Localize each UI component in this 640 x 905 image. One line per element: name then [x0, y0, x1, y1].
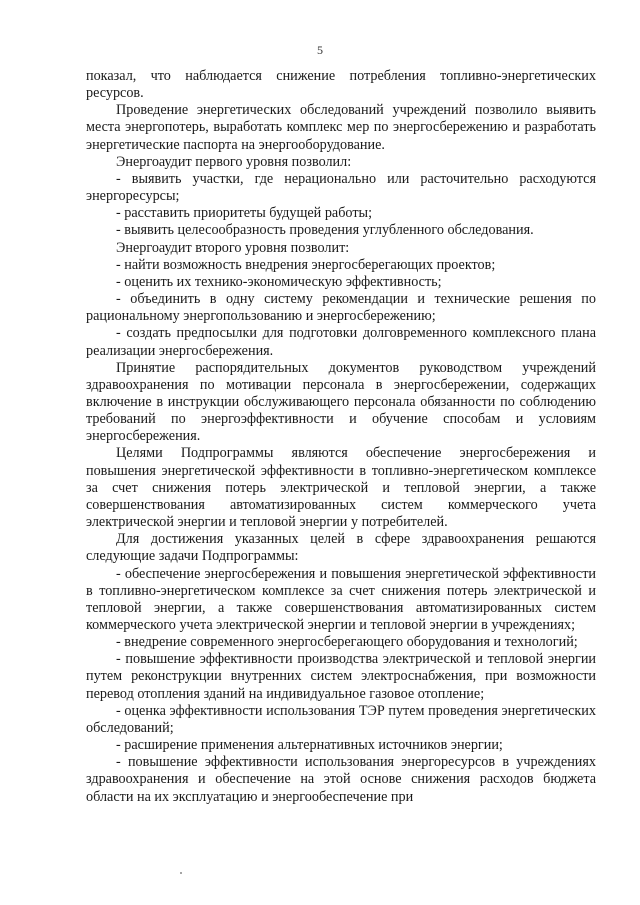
page-number: 5	[317, 43, 323, 57]
paragraph: показал, что наблюдается снижение потребления топливно-энергетических ресурсов.	[86, 68, 596, 102]
list-item: - обеспечение энергосбережения и повышения энергетической эффективности в топливно-энергетическом комплексе за счет снижения потерь электрической и тепловой энергии, а также совершенствования автоматизированных систем коммерческого учета электрической энергии и тепловой энергии в учреждениях;	[86, 565, 596, 633]
list-item: - выявить участки, где нерационально или расточительно расходуются энергоресурсы;	[86, 170, 596, 205]
paragraph: Целями Подпрограммы являются обеспечение энергосбережения и повышения энергетической эффективности в топливно-энергетическом комплексе за счет снижения потерь электрической и тепловой энергии, а также совершенствования автоматизированных систем коммерческого учета электрической энергии и тепловой энергии у потребителей.	[86, 445, 596, 531]
document-body	[86, 68, 596, 806]
list-item: - создать предпосылки для подготовки долговременного комплексного плана реализации энергосбережения.	[86, 325, 596, 359]
list-item: - внедрение современного энергосберегающего оборудования и технологий;	[116, 634, 578, 651]
list-item: - расставить приоритеты будущей работы;	[116, 205, 373, 222]
paragraph: Для достижения указанных целей в сфере здравоохранения решаются следующие задачи Подпрограммы:	[86, 531, 596, 565]
list-item: - расширение применения альтернативных источников энергии;	[116, 737, 503, 754]
paragraph: Принятие распорядительных документов руководством учреждений здравоохранения по мотивации персонала в энергосбережении, содержащих включение в инструкции обслуживающего персонала обязанности по соблюдению требований по энергоэффективности и обучение способам и условиям энергосбережения.	[86, 359, 596, 445]
list-item: - объединить в одну систему рекомендации и технические решения по рациональному энергопользованию и энергосбережению;	[86, 291, 596, 325]
list-item: - выявить целесообразность проведения углубленного обследования.	[116, 222, 534, 239]
scan-speck	[180, 872, 182, 874]
list-item: - оценить их технико-экономическую эффективность;	[116, 273, 442, 290]
list-item: - повышение эффективности использования энергоресурсов в учреждениях здравоохранения и обеспечение на этой основе снижения расходов бюджета области на их эксплуатацию и энергообеспечение при	[86, 754, 596, 805]
paragraph: Энергоаудит второго уровня позволит:	[116, 239, 350, 256]
list-item: - найти возможность внедрения энергосберегающих проектов;	[116, 256, 496, 273]
paragraph: Проведение энергетических обследований учреждений позволило выявить места энергопотерь, выработать комплекс мер по энергосбережению и разработать энергетические паспорта на энергооборудование.	[86, 102, 596, 153]
list-item: - оценка эффективности использования ТЭР путем проведения энергетических обследований;	[86, 702, 596, 736]
paragraph: Энергоаудит первого уровня позволил:	[116, 153, 352, 170]
list-item: - повышение эффективности производства электрической и тепловой энергии путем реконструкции внутренних систем электроснабжения, при возможности перевод отопления зданий на индивидуальное газовое отопление;	[86, 651, 596, 702]
